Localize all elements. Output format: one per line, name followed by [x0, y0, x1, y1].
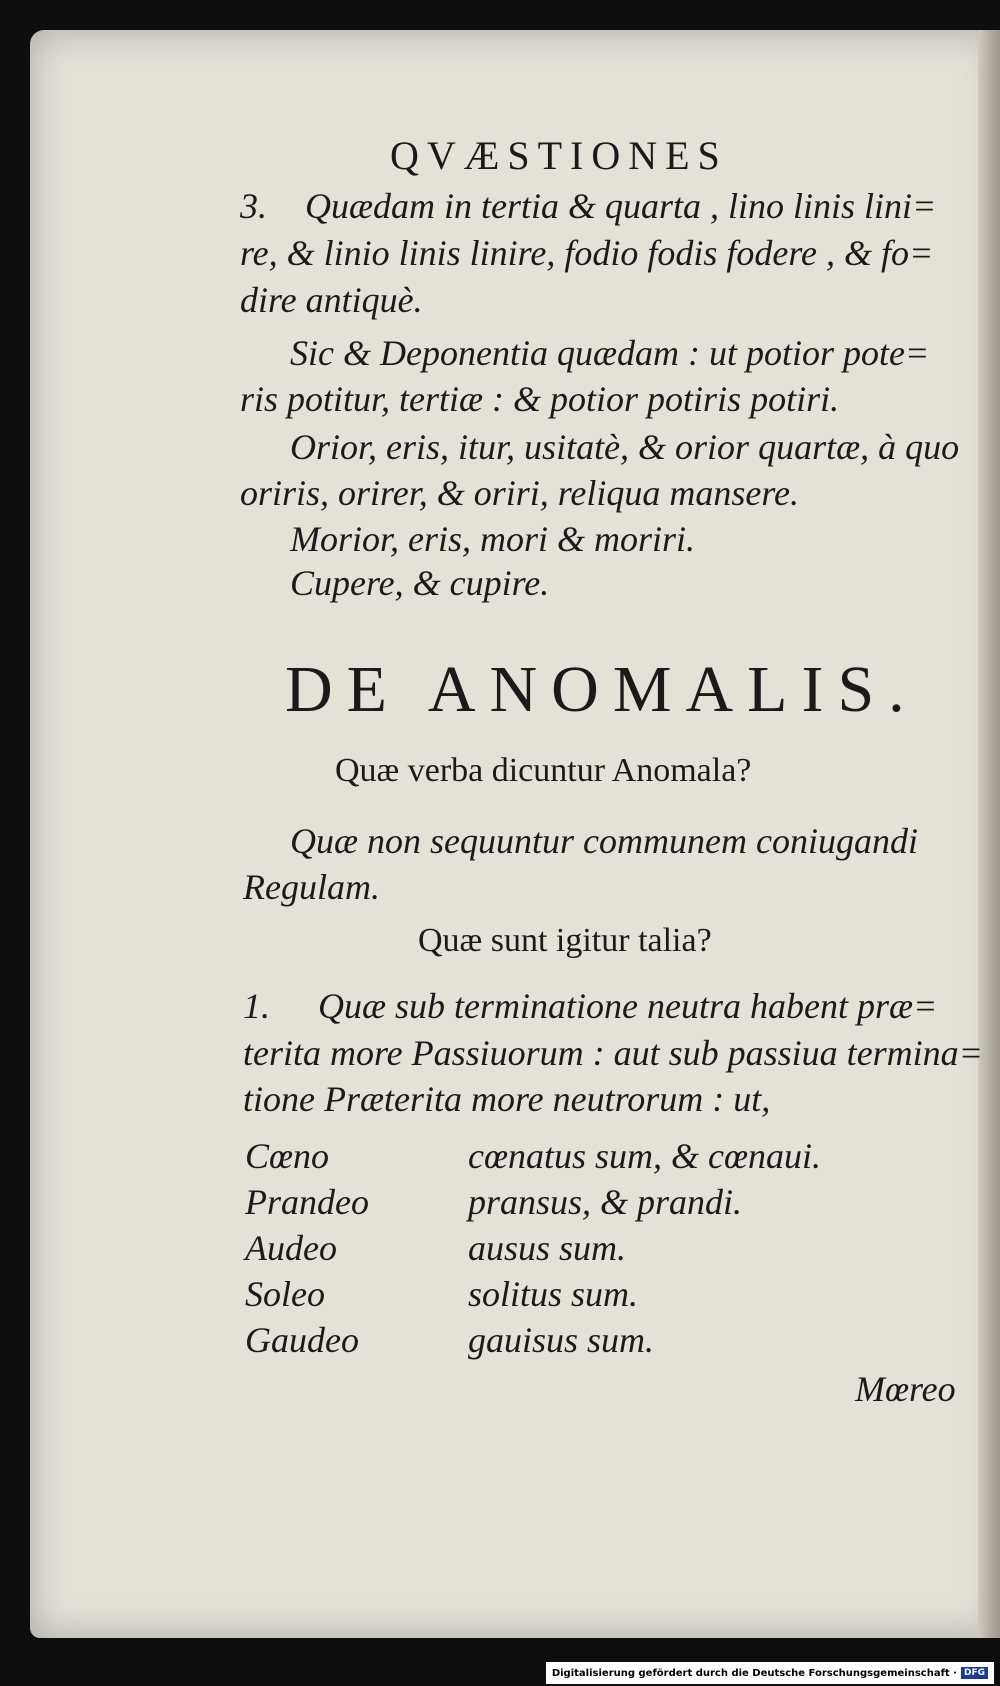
question-2: Quæ sunt igitur talia?: [418, 922, 712, 959]
para4-line-3: tione Præterita more neutrorum : ut,: [243, 1079, 771, 1119]
para1-line-2: re, & linio linis linire, fodio fodis fodere , & fo=: [240, 233, 934, 273]
para2-line-1: Sic & Deponentia quædam : ut potior pote=: [290, 333, 930, 373]
line-cupere: Cupere, & cupire.: [290, 563, 550, 603]
running-header: QVÆSTIONES: [390, 133, 728, 178]
para4-number: 1.: [243, 986, 270, 1026]
para2-line-2: ris potitur, tertiæ : & potior potiris potiri.: [240, 379, 840, 419]
question-1: Quæ verba dicuntur Anomala?: [335, 752, 752, 789]
para3-line-1: Orior, eris, itur, usitatè, & orior quartæ, à quo: [290, 427, 960, 467]
verb-right-5: gauisus sum.: [468, 1320, 655, 1360]
footer-text: Digitalisierung gefördert durch die Deutsche Forschungsgemeinschaft ·: [551, 1667, 957, 1679]
line-morior: Morior, eris, mori & moriri.: [290, 519, 696, 559]
para1-number: 3.: [240, 186, 267, 226]
para3-line-2: oriris, orirer, & oriri, reliqua mansere.: [240, 473, 800, 513]
verb-left-1: Cœno: [245, 1136, 330, 1176]
para1-line-1: Quædam in tertia & quarta , lino linis lini=: [305, 186, 937, 226]
verb-right-3: ausus sum.: [468, 1228, 627, 1268]
catchword: Mœreo: [855, 1369, 956, 1409]
section-heading: DE ANOMALIS.: [285, 653, 919, 726]
para1-line-3: dire antiquè.: [240, 280, 423, 320]
verb-right-1: cœnatus sum, & cœnaui.: [468, 1136, 822, 1176]
verb-left-4: Soleo: [245, 1274, 325, 1314]
para4-line-1: Quæ sub terminatione neutra habent præ=: [318, 986, 938, 1026]
digitization-footer: [546, 1662, 994, 1684]
verb-right-2: pransus, & prandi.: [468, 1182, 743, 1222]
verb-left-5: Gaudeo: [245, 1320, 359, 1360]
answer-1-line-2: Regulam.: [243, 867, 380, 907]
verb-left-3: Audeo: [245, 1228, 337, 1268]
para4-line-2: terita more Passiuorum : aut sub passiua termina=: [243, 1033, 983, 1073]
verb-left-2: Prandeo: [245, 1182, 369, 1222]
answer-1-line-1: Quæ non sequuntur communem coniugandi: [290, 821, 918, 861]
verb-right-4: solitus sum.: [468, 1274, 639, 1314]
page-edge: [978, 30, 1000, 1638]
dfg-logo: DFG: [961, 1667, 988, 1679]
